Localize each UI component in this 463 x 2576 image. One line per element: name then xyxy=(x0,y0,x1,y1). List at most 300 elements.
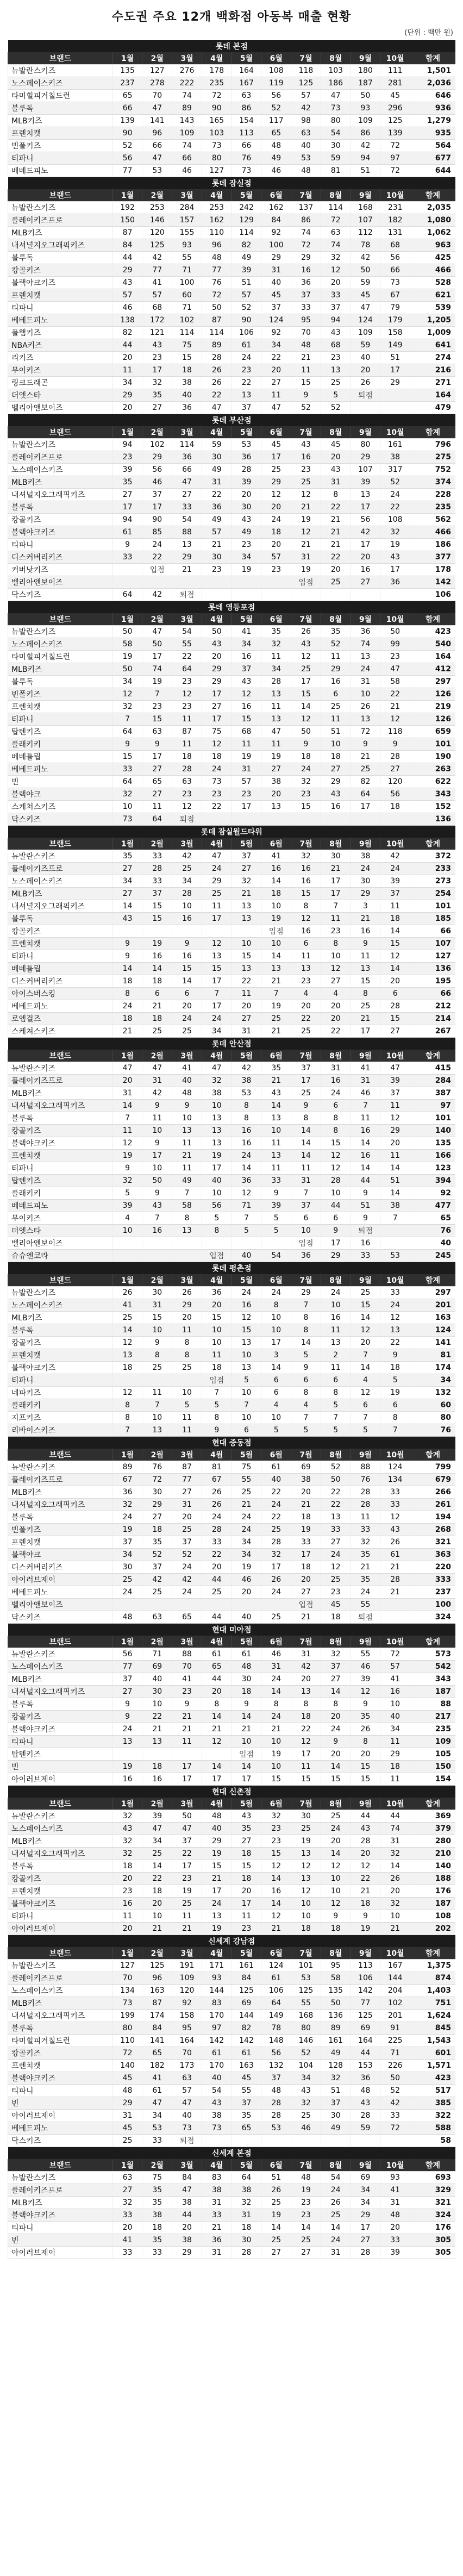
month-value-cell: 108 xyxy=(380,514,410,526)
column-header-month: 4월 xyxy=(202,1274,232,1287)
month-value-cell: 12 xyxy=(232,1312,261,1324)
total-cell: 97 xyxy=(410,1100,455,1112)
month-value-cell: 17 xyxy=(291,1075,321,1087)
month-value-cell: 32 xyxy=(321,1648,351,1661)
brand-cell: MLB키즈 xyxy=(8,663,113,676)
month-value-cell: 33 xyxy=(380,1486,410,1499)
month-value-cell: 17 xyxy=(202,1885,232,1898)
month-value-cell: 5 xyxy=(172,1399,202,1412)
table-row xyxy=(8,1075,456,1087)
month-value-cell: 27 xyxy=(380,1025,410,1038)
month-value-cell: 11 xyxy=(172,713,202,726)
month-value-cell: 12 xyxy=(291,1885,321,1898)
brand-cell: 내셔널지오그래픽키즈 xyxy=(8,2010,113,2022)
month-value-cell: 30 xyxy=(232,2234,261,2247)
month-value-cell: 20 xyxy=(261,364,291,377)
month-value-cell: 72 xyxy=(380,165,410,177)
column-header-month: 10월 xyxy=(380,426,410,439)
month-value-cell: 97 xyxy=(380,152,410,165)
month-value-cell: 59 xyxy=(351,277,380,289)
table-row xyxy=(8,1848,456,1860)
month-value-cell: 11 xyxy=(172,1137,202,1150)
table-row xyxy=(8,1761,456,1773)
month-value-cell: 73 xyxy=(232,165,261,177)
month-value-cell: 38 xyxy=(380,1200,410,1212)
month-value-cell: 2 xyxy=(321,1349,351,1362)
month-value-cell: 23 xyxy=(202,564,232,576)
month-value-cell: 40 xyxy=(202,1175,232,1187)
month-value-cell: 73 xyxy=(172,2122,202,2135)
total-cell: 214 xyxy=(410,1013,455,1025)
month-value-cell: 31 xyxy=(261,1661,291,1673)
month-value-cell: 13 xyxy=(232,389,261,402)
month-value-cell: 25 xyxy=(112,2135,142,2147)
column-header-total: 합계 xyxy=(410,838,455,850)
month-value-cell: 20 xyxy=(321,277,351,289)
total-cell: 423 xyxy=(410,626,455,638)
month-value-cell: 32 xyxy=(112,701,142,713)
month-value-cell: 20 xyxy=(291,1574,321,1586)
month-value-cell: 퇴점 xyxy=(351,1611,380,1624)
month-value-cell: 13 xyxy=(232,900,261,913)
month-value-cell xyxy=(112,1250,142,1262)
month-value-cell: 37 xyxy=(112,1536,142,1549)
month-value-cell: 32 xyxy=(112,1835,142,1848)
table-row xyxy=(8,451,456,464)
month-value-cell: 74 xyxy=(380,1823,410,1835)
total-cell: 187 xyxy=(410,1686,455,1698)
month-value-cell: 35 xyxy=(232,1823,261,1835)
month-value-cell: 6 xyxy=(291,1374,321,1387)
month-value-cell: 51 xyxy=(380,1175,410,1187)
month-value-cell: 6 xyxy=(380,988,410,1000)
total-cell: 799 xyxy=(410,1461,455,1474)
brand-cell: 베베드피노 xyxy=(8,763,113,776)
brand-cell: 빈 xyxy=(8,2097,113,2110)
month-value-cell: 82 xyxy=(232,239,261,252)
month-value-cell: 164 xyxy=(351,2035,380,2047)
month-value-cell: 30 xyxy=(142,1686,172,1698)
month-value-cell: 33 xyxy=(380,2234,410,2247)
month-value-cell: 23 xyxy=(232,539,261,551)
month-value-cell: 93 xyxy=(380,2172,410,2184)
month-value-cell: 22 xyxy=(380,1337,410,1349)
month-value-cell: 93 xyxy=(351,102,380,115)
month-value-cell: 46 xyxy=(172,165,202,177)
month-value-cell: 17 xyxy=(202,1000,232,1013)
month-value-cell: 10 xyxy=(142,1162,172,1175)
month-value-cell: 24 xyxy=(261,1499,291,1511)
month-value-cell: 41 xyxy=(142,2072,172,2085)
brand-cell: 내셔널지오그래픽키즈 xyxy=(8,900,113,913)
month-value-cell: 6 xyxy=(351,1399,380,1412)
month-value-cell: 11 xyxy=(380,900,410,913)
month-value-cell: 43 xyxy=(112,1823,142,1835)
month-value-cell: 101 xyxy=(291,1960,321,1972)
month-value-cell: 40 xyxy=(291,140,321,152)
month-value-cell: 20 xyxy=(202,651,232,663)
month-value-cell: 11 xyxy=(142,1112,172,1125)
month-value-cell: 28 xyxy=(202,1524,232,1536)
table-row xyxy=(8,289,456,302)
month-value-cell: 18 xyxy=(380,1362,410,1374)
month-value-cell: 37 xyxy=(380,888,410,900)
month-value-cell: 11 xyxy=(112,364,142,377)
total-cell: 176 xyxy=(410,1885,455,1898)
month-value-cell: 15 xyxy=(142,1312,172,1324)
month-value-cell: 37 xyxy=(232,663,261,676)
month-value-cell xyxy=(380,1599,410,1611)
month-value-cell: 7 xyxy=(351,1100,380,1112)
month-value-cell: 73 xyxy=(112,1997,142,2010)
month-value-cell: 24 xyxy=(232,352,261,364)
brand-cell: 티파니 xyxy=(8,1736,113,1748)
table-row xyxy=(8,1412,456,1424)
column-header-month: 7월 xyxy=(291,189,321,202)
month-value-cell: 30 xyxy=(321,850,351,863)
brand-cell: 플래키키 xyxy=(8,1399,113,1412)
month-value-cell: 24 xyxy=(202,1511,232,1524)
month-value-cell: 21 xyxy=(351,1885,380,1898)
month-value-cell: 18 xyxy=(142,1524,172,1536)
month-value-cell: 11 xyxy=(291,1761,321,1773)
month-value-cell: 63 xyxy=(321,227,351,239)
table-row xyxy=(8,850,456,863)
month-value-cell: 14 xyxy=(351,1362,380,1374)
column-header-total: 합계 xyxy=(410,2159,455,2172)
month-value-cell: 72 xyxy=(202,289,232,302)
month-value-cell: 11 xyxy=(291,1162,321,1175)
month-value-cell: 61 xyxy=(142,2085,172,2097)
month-value-cell: 4 xyxy=(291,1399,321,1412)
brand-cell: MLB키즈 xyxy=(8,476,113,489)
month-value-cell: 11 xyxy=(232,1910,261,1923)
month-value-cell: 77 xyxy=(112,165,142,177)
month-value-cell: 23 xyxy=(112,451,142,464)
month-value-cell: 48 xyxy=(202,1810,232,1823)
month-value-cell: 63 xyxy=(112,2172,142,2184)
brand-cell: 베베드피노 xyxy=(8,1000,113,1013)
month-value-cell: 77 xyxy=(112,1661,142,1673)
store-header-row xyxy=(8,1437,456,1449)
month-value-cell: 15 xyxy=(142,713,172,726)
column-header-row xyxy=(8,2159,456,2172)
month-value-cell: 53 xyxy=(261,2122,291,2135)
month-value-cell: 22 xyxy=(232,377,261,389)
month-value-cell: 17 xyxy=(351,2222,380,2234)
month-value-cell: 12 xyxy=(291,526,321,539)
month-value-cell xyxy=(380,813,410,826)
month-value-cell: 7 xyxy=(321,1412,351,1424)
month-value-cell: 48 xyxy=(291,2172,321,2184)
month-value-cell: 20 xyxy=(232,489,261,501)
month-value-cell: 36 xyxy=(202,2234,232,2247)
page-title: 수도권 주요 12개 백화점 아동복 매출 현황 xyxy=(111,10,352,24)
brand-cell: 리키즈 xyxy=(8,352,113,364)
month-value-cell: 9 xyxy=(112,1162,142,1175)
month-value-cell: 24 xyxy=(261,1586,291,1599)
month-value-cell: 27 xyxy=(261,377,291,389)
month-value-cell: 158 xyxy=(380,327,410,339)
month-value-cell: 12 xyxy=(321,1898,351,1910)
month-value-cell: 69 xyxy=(351,2022,380,2035)
month-value-cell: 20 xyxy=(380,1885,410,1898)
month-value-cell: 14 xyxy=(291,1150,321,1162)
month-value-cell: 14 xyxy=(291,1125,321,1137)
month-value-cell: 7 xyxy=(291,1187,321,1200)
brand-cell: 빈 xyxy=(8,2234,113,2247)
table-row xyxy=(8,1648,456,1661)
month-value-cell: 7 xyxy=(380,1424,410,1437)
month-value-cell: 50 xyxy=(291,726,321,738)
month-value-cell: 26 xyxy=(291,626,321,638)
column-header-month: 4월 xyxy=(202,1636,232,1648)
month-value-cell: 144 xyxy=(232,2010,261,2022)
month-value-cell: 14 xyxy=(261,1362,291,1374)
month-value-cell: 29 xyxy=(202,663,232,676)
month-value-cell: 25 xyxy=(261,464,291,476)
month-value-cell: 89 xyxy=(172,102,202,115)
month-value-cell: 76 xyxy=(202,277,232,289)
total-cell: 66 xyxy=(410,988,455,1000)
month-value-cell: 107 xyxy=(351,214,380,227)
table-row xyxy=(8,963,456,975)
month-value-cell: 18 xyxy=(232,1686,261,1698)
month-value-cell: 14 xyxy=(261,2222,291,2234)
month-value-cell: 17 xyxy=(142,651,172,663)
month-value-cell: 34 xyxy=(232,1549,261,1561)
month-value-cell: 6 xyxy=(291,938,321,950)
month-value-cell: 16 xyxy=(261,1885,291,1898)
month-value-cell: 58 xyxy=(380,676,410,688)
month-value-cell: 37 xyxy=(321,1661,351,1673)
month-value-cell xyxy=(291,813,321,826)
month-value-cell: 3 xyxy=(351,900,380,913)
total-cell: 142 xyxy=(410,576,455,589)
total-cell: 752 xyxy=(410,464,455,476)
column-header-month: 10월 xyxy=(380,1636,410,1648)
month-value-cell: 29 xyxy=(351,888,380,900)
month-value-cell: 18 xyxy=(291,1923,321,1935)
brand-cell: 베베드피노 xyxy=(8,314,113,327)
store-header-row xyxy=(8,1624,456,1636)
table-row xyxy=(8,975,456,988)
table-row xyxy=(8,1574,456,1586)
month-value-cell: 11 xyxy=(261,651,291,663)
month-value-cell: 11 xyxy=(172,738,202,751)
brand-cell: 뉴발란스키즈 xyxy=(8,439,113,451)
brand-cell: MLB키즈 xyxy=(8,1673,113,1686)
month-value-cell: 35 xyxy=(321,626,351,638)
month-value-cell: 186 xyxy=(321,77,351,90)
month-value-cell: 입점 xyxy=(291,1237,321,1250)
total-cell: 34 xyxy=(410,1374,455,1387)
month-value-cell: 50 xyxy=(142,1175,172,1187)
month-value-cell: 30 xyxy=(351,875,380,888)
month-value-cell: 22 xyxy=(321,1025,351,1038)
month-value-cell xyxy=(232,1599,261,1611)
total-cell: 220 xyxy=(410,1561,455,1574)
month-value-cell: 33 xyxy=(112,2209,142,2222)
month-value-cell: 18 xyxy=(172,364,202,377)
brand-cell: 내셔널지오그래픽키즈 xyxy=(8,489,113,501)
month-value-cell: 11 xyxy=(261,701,291,713)
month-value-cell: 21 xyxy=(261,1025,291,1038)
brand-cell: 닥스키즈 xyxy=(8,813,113,826)
column-header-month: 5월 xyxy=(232,189,261,202)
table-row xyxy=(8,1524,456,1536)
month-value-cell: 76 xyxy=(351,1474,380,1486)
brand-cell: 플래키키 xyxy=(8,738,113,751)
column-header-month: 5월 xyxy=(232,426,261,439)
month-value-cell: 276 xyxy=(172,65,202,77)
month-value-cell: 22 xyxy=(172,651,202,663)
total-cell: 210 xyxy=(410,1848,455,1860)
month-value-cell: 109 xyxy=(172,1972,202,1985)
column-header-month: 5월 xyxy=(232,1050,261,1062)
month-value-cell: 13 xyxy=(321,364,351,377)
month-value-cell: 24 xyxy=(112,1511,142,1524)
total-cell: 195 xyxy=(410,975,455,988)
month-value-cell: 58 xyxy=(321,1972,351,1985)
brand-cell: 베베드피노 xyxy=(8,1586,113,1599)
month-value-cell: 14 xyxy=(112,1324,142,1337)
month-value-cell: 43 xyxy=(112,913,142,925)
month-value-cell: 25 xyxy=(351,1000,380,1013)
month-value-cell: 24 xyxy=(172,1561,202,1574)
month-value-cell: 36 xyxy=(351,2072,380,2085)
month-value-cell: 65 xyxy=(112,90,142,102)
month-value-cell: 30 xyxy=(232,501,261,514)
table-row xyxy=(8,1087,456,1100)
month-value-cell: 95 xyxy=(172,2022,202,2035)
table-row xyxy=(8,2097,456,2110)
total-cell: 385 xyxy=(410,2097,455,2110)
month-value-cell: 13 xyxy=(351,651,380,663)
table-row xyxy=(8,1586,456,1599)
month-value-cell: 15 xyxy=(202,1312,232,1324)
month-value-cell: 14 xyxy=(351,1312,380,1324)
month-value-cell: 21 xyxy=(202,2222,232,2234)
month-value-cell: 31 xyxy=(232,763,261,776)
month-value-cell: 50 xyxy=(112,663,142,676)
month-value-cell: 12 xyxy=(291,713,321,726)
month-value-cell: 7 xyxy=(142,1212,172,1225)
total-cell: 81 xyxy=(410,1349,455,1362)
month-value-cell xyxy=(142,1748,172,1761)
month-value-cell: 14 xyxy=(291,2222,321,2234)
month-value-cell: 8 xyxy=(321,938,351,950)
month-value-cell: 7 xyxy=(202,988,232,1000)
month-value-cell xyxy=(351,2135,380,2147)
table-row xyxy=(8,2022,456,2035)
month-value-cell: 22 xyxy=(291,1723,321,1736)
month-value-cell: 37 xyxy=(142,888,172,900)
brand-cell: MLB키즈 xyxy=(8,115,113,127)
column-header-month: 4월 xyxy=(202,838,232,850)
month-value-cell: 22 xyxy=(172,1848,202,1860)
month-value-cell: 4 xyxy=(321,988,351,1000)
month-value-cell: 12 xyxy=(380,950,410,963)
month-value-cell: 38 xyxy=(172,377,202,389)
month-value-cell: 7 xyxy=(380,1212,410,1225)
column-header-month: 8월 xyxy=(321,1050,351,1062)
month-value-cell: 14 xyxy=(202,1711,232,1723)
column-header-month: 7월 xyxy=(291,2159,321,2172)
month-value-cell: 33 xyxy=(142,875,172,888)
month-value-cell: 13 xyxy=(291,1873,321,1885)
total-cell: 58 xyxy=(410,2135,455,2147)
month-value-cell: 226 xyxy=(380,2060,410,2072)
month-value-cell: 24 xyxy=(351,863,380,875)
month-value-cell: 34 xyxy=(261,663,291,676)
month-value-cell: 15 xyxy=(351,1761,380,1773)
month-value-cell: 120 xyxy=(142,227,172,239)
month-value-cell: 7 xyxy=(261,988,291,1000)
month-value-cell: 23 xyxy=(232,1923,261,1935)
month-value-cell: 10 xyxy=(142,1698,172,1711)
total-cell: 321 xyxy=(410,1536,455,1549)
month-value-cell: 187 xyxy=(351,77,380,90)
brand-cell: MLB키즈 xyxy=(8,1997,113,2010)
month-value-cell: 42 xyxy=(142,1574,172,1586)
month-value-cell: 45 xyxy=(261,439,291,451)
table-row xyxy=(8,1711,456,1723)
month-value-cell: 15 xyxy=(172,963,202,975)
month-value-cell: 27 xyxy=(321,763,351,776)
month-value-cell: 22 xyxy=(142,1711,172,1723)
month-value-cell: 5 xyxy=(232,1374,261,1387)
total-cell: 369 xyxy=(410,1810,455,1823)
table-row xyxy=(8,2197,456,2209)
month-value-cell: 35 xyxy=(261,1062,291,1075)
month-value-cell: 16 xyxy=(291,875,321,888)
month-value-cell: 47 xyxy=(172,2184,202,2197)
column-header-month: 2월 xyxy=(142,1050,172,1062)
month-value-cell: 296 xyxy=(380,102,410,115)
month-value-cell: 50 xyxy=(321,1474,351,1486)
month-value-cell: 97 xyxy=(202,2022,232,2035)
month-value-cell: 42 xyxy=(351,252,380,264)
total-cell: 202 xyxy=(410,1923,455,1935)
month-value-cell: 13 xyxy=(351,713,380,726)
table-row xyxy=(8,1835,456,1848)
month-value-cell: 18 xyxy=(321,1923,351,1935)
month-value-cell: 14 xyxy=(380,1162,410,1175)
month-value-cell: 21 xyxy=(380,701,410,713)
month-value-cell: 4 xyxy=(351,1374,380,1387)
month-value-cell: 142 xyxy=(232,2035,261,2047)
month-value-cell: 10 xyxy=(291,1225,321,1237)
column-header-month: 7월 xyxy=(291,1798,321,1810)
month-value-cell: 28 xyxy=(321,1175,351,1187)
month-value-cell: 43 xyxy=(351,1823,380,1835)
table-row xyxy=(8,264,456,277)
month-value-cell: 32 xyxy=(112,2197,142,2209)
month-value-cell: 13 xyxy=(261,688,291,701)
month-value-cell: 157 xyxy=(172,214,202,227)
column-header-brand: 브랜드 xyxy=(8,613,113,626)
month-value-cell: 25 xyxy=(172,1898,202,1910)
month-value-cell: 74 xyxy=(321,239,351,252)
month-value-cell: 17 xyxy=(261,451,291,464)
month-value-cell: 38 xyxy=(202,2184,232,2197)
month-value-cell: 11 xyxy=(172,1324,202,1337)
month-value-cell: 75 xyxy=(232,1461,261,1474)
month-value-cell: 93 xyxy=(172,239,202,252)
month-value-cell: 퇴점 xyxy=(172,589,202,601)
month-value-cell: 37 xyxy=(261,2072,291,2085)
